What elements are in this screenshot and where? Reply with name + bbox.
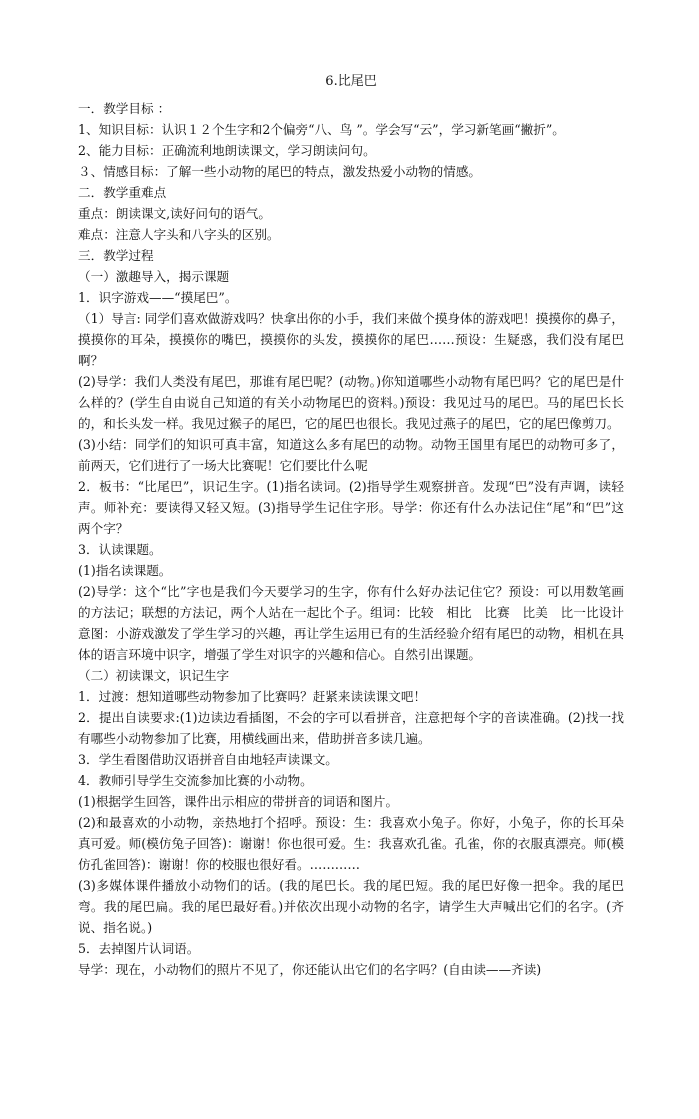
paragraph: (1)根据学生回答，课件出示相应的带拼音的词语和图片。: [78, 794, 399, 809]
paragraph: 2．提出自读要求:(1)边读边看插图，不会的字可以看拼音，注意把每个字的音读准确。(2)找一找有哪些小动物参加了比赛，用横线画出来，借助拼音多读几遍。: [78, 710, 624, 746]
paragraph: (1)指名读课题。: [78, 563, 172, 578]
paragraph: ３、情感目标：了解一些小动物的尾巴的特点，激发热爱小动物的情感。: [78, 164, 481, 179]
paragraph: 4．教师引导学生交流参加比赛的小动物。: [78, 773, 313, 788]
paragraph: 难点：注意人字头和八字头的区别。: [78, 227, 280, 242]
paragraph: (2)导学：我们人类没有尾巴，那谁有尾巴呢？(动物。)你知道哪些小动物有尾巴吗？它的尾巴是什么样的？(学生自由说自己知道的有关小动物尾巴的资料。)预设：我见过马的尾巴。马的尾巴长长的，和长头发一样。我见过猴子的尾巴，它的尾巴也很长。我见过燕子的尾巴，它的尾巴像剪刀。: [78, 374, 624, 431]
document-body: [78, 98, 624, 980]
paragraph: (3)多媒体课件播放小动物们的话。(我的尾巴长。我的尾巴短。我的尾巴好像一把伞。我的尾巴弯。我的尾巴扁。我的尾巴最好看。)并依次出现小动物的名字，请学生大声喊出它们的名字。(齐说、指名说。): [78, 878, 624, 935]
paragraph: （1）导言: 同学们喜欢做游戏吗？快拿出你的小手，我们来做个摸身体的游戏吧！摸摸你的鼻子，摸摸你的耳朵，摸摸你的嘴巴，摸摸你的头发，摸摸你的尾巴……预设：生疑惑，我们没有尾巴啊？: [78, 311, 624, 368]
document-page: [78, 72, 624, 980]
paragraph: 3．学生看图借助汉语拼音自由地轻声读课文。: [78, 752, 338, 767]
paragraph: 5．去掉图片认词语。: [78, 941, 200, 956]
paragraph: （二）初读课文，识记生字: [78, 668, 230, 683]
document-title: 6.比尾巴: [325, 74, 377, 89]
paragraph: 1．过渡：想知道哪些动物参加了比赛吗？赶紧来读读课文吧！: [78, 689, 427, 704]
paragraph: （一）激趣导入，揭示课题: [78, 269, 230, 284]
paragraph: 二．教学重难点: [78, 185, 167, 200]
paragraph: 三．教学过程: [78, 248, 154, 263]
paragraph: 一．教学目标 ：: [78, 101, 171, 116]
paragraph: 3．认读课题。: [78, 542, 162, 557]
paragraph: 1．识字游戏——“摸尾巴”。: [78, 290, 238, 305]
paragraph: (3)小结：同学们的知识可真丰富，知道这么多有尾巴的动物。动物王国里有尾巴的动物可多了，前两天，它们进行了一场大比赛呢！它们要比什么呢: [78, 437, 624, 473]
paragraph: 2．板书：“比尾巴”，识记生字。(1)指名读词。(2)指导学生观察拼音。发现“巴”没有声调，读轻声。师补充：要读得又轻又短。(3)指导学生记住字形。导学：你还有什么办法记住“尾”和“巴”这两个字？: [78, 479, 624, 536]
paragraph: 重点：朗读课文,读好问句的语气。: [78, 206, 271, 221]
paragraph: 1、知识目标：认识１２个生字和2个偏旁“八、鸟 ”。学会写“云”，学习新笔画“撇折”。: [78, 122, 565, 137]
paragraph: 导学：现在，小动物们的照片不见了，你还能认出它们的名字吗？(自由读——齐读): [78, 962, 542, 977]
paragraph: 2、能力目标：正确流利地朗读课文，学习朗读问句。: [78, 143, 376, 158]
paragraph: (2)和最喜欢的小动物，亲热地打个招呼。预设：生：我喜欢小兔子。你好，小兔子，你的长耳朵真可爱。师(模仿兔子回答)：谢谢！你也很可爱。生：我喜欢孔雀。孔雀，你的衣服真漂亮。师(模仿孔雀回答)：谢谢！你的校服也很好看。…………: [78, 815, 624, 872]
paragraph: (2)导学：这个“比”字也是我们今天要学习的生字，你有什么好办法记住它？预设：可以用数笔画的方法记；联想的方法记，两个人站在一起比个子。组词：比较 相比 比赛 比美 比一比设计意图：小游戏激发了学生学习的兴趣，再让学生运用已有的生活经验介绍有尾巴的动物，相机在具体的语言环境中识字，增强了学生对识字的兴趣和信心。自然引出课题。: [78, 584, 624, 662]
